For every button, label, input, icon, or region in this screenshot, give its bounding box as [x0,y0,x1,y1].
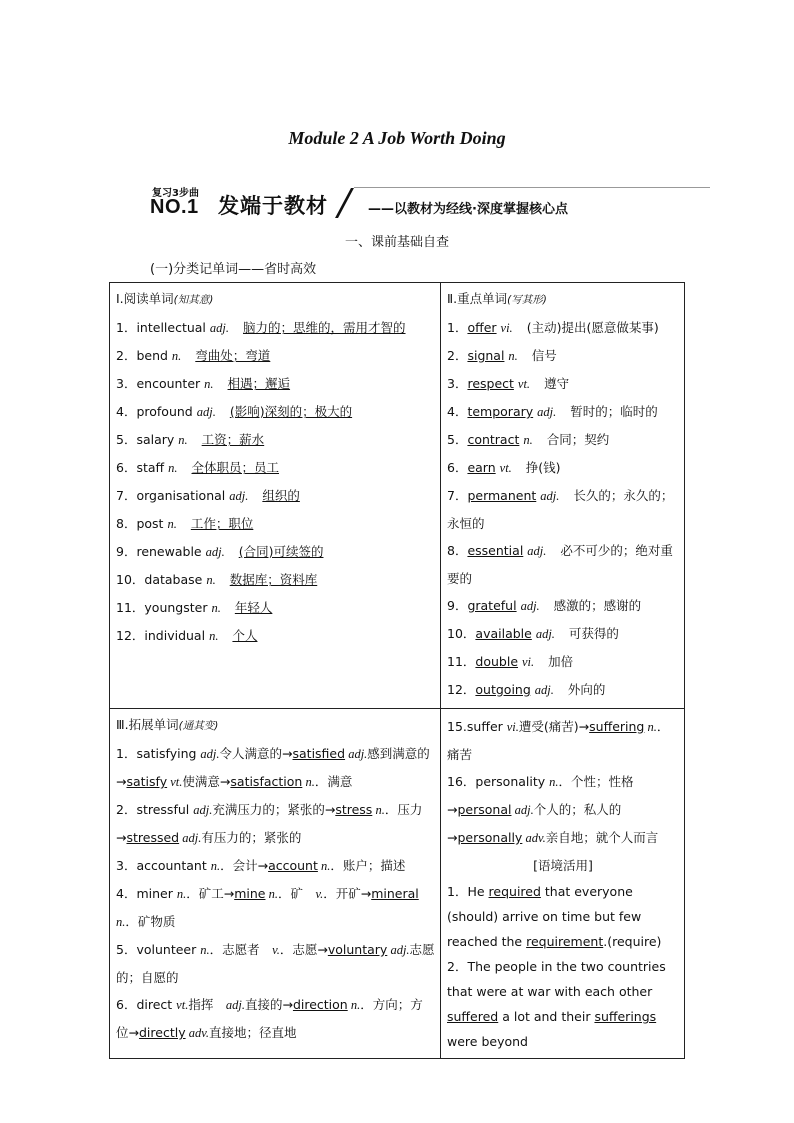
answer-meaning: 数据库；资料库 [229,572,318,587]
part-of-speech: vt. [499,461,512,475]
entry-text: 遭受(痛苦)→ [518,719,590,734]
part-of-speech: adj. [229,489,249,503]
answer-meaning: 脑力的；思维的，需用才智的 [243,320,406,335]
sentence-text: a lot and their [498,1009,595,1024]
extend-entry [447,768,679,852]
extend-words-continued-list [447,713,679,852]
entry-word: post [136,516,164,531]
context-sentences [447,879,679,1054]
entry-meaning: 必不可少的；绝对重要的 [447,543,673,586]
vocab-entry [116,594,435,622]
part-of-speech: vt. [167,775,183,789]
part-of-speech: n. [209,629,219,643]
answer-meaning: 弯曲处；弯道 [195,348,271,363]
part-of-speech: adj. [511,803,534,817]
vocab-entry [447,620,679,648]
part-of-speech: n. [168,461,178,475]
entry-number: 9． [447,598,468,613]
entry-number: 4． [116,404,137,419]
entry-text: direct [136,997,177,1012]
part-of-speech: adj. [200,747,220,761]
answer-meaning: 全体职员；员工 [191,460,280,475]
vocab-entry [447,592,679,620]
answer-word: signal [467,348,505,363]
entry-meaning: 外向的 [567,682,606,697]
vocab-entry [116,426,435,454]
entry-text: personality [475,774,550,789]
answer-meaning: 年轻人 [234,600,273,615]
entry-number: 5． [116,432,137,447]
part-of-speech: adj. [193,803,213,817]
banner-subtitle: ——以教材为经线·深度掌握核心点 [368,202,568,217]
vocab-entry [116,342,435,370]
part-of-speech: n. [204,377,214,391]
extend-entry [116,991,435,1047]
context-sentence [447,954,679,1054]
part-of-speech: vt. [517,377,531,391]
entry-meaning: 长久的；永久的；永恒的 [447,488,674,531]
part-of-speech: adj. [535,627,555,641]
part-of-speech: adj. [520,599,540,613]
key-words-heading: Ⅱ.重点单词(写其形) [447,291,547,306]
part-of-speech: n. [167,517,177,531]
entry-text: stressful [136,802,194,817]
vocab-entry [447,370,679,398]
entry-text: ．方向；方位→ [116,997,423,1040]
entry-text: 个人的；私人的→ [447,802,622,845]
vocab-entry [447,426,679,454]
part-of-speech: n. [549,775,559,789]
entry-text: 充满压力的；紧张的→ [212,802,336,817]
part-of-speech: n. [347,998,361,1012]
extend-entry [116,796,435,852]
banner-title: 发端于教材 [218,194,328,218]
entry-number: 10． [116,572,145,587]
entry-text: ．压力→ [116,802,423,845]
answer-meaning: (合同)可续签的 [238,544,324,559]
part-of-speech: adj. [225,998,245,1012]
entry-number: 5． [116,942,137,957]
entry-text: 亲自地；就个人而言 [545,830,659,845]
answer-word: directly [138,1025,186,1040]
part-of-speech: n. [265,887,278,901]
entry-number: 6． [447,460,468,475]
extend-words-continued-cell [441,709,685,1059]
entry-number: 8． [447,543,468,558]
part-of-speech: vi. [506,720,519,734]
entry-text: accountant [136,858,211,873]
answer-meaning: 个人 [232,628,258,643]
part-of-speech: adj. [345,747,368,761]
entry-word: intellectual [136,320,206,335]
answer-word: personally [457,830,523,845]
section-heading: 一、课前基础自查 [344,235,449,250]
entry-text: 令人满意的→ [219,746,293,761]
entry-number: 16． [447,774,476,789]
entry-word: renewable [136,544,202,559]
entry-number: 8． [116,516,137,531]
entry-number: 1． [116,320,137,335]
part-of-speech: adj. [209,321,229,335]
answer-word: contract [467,432,520,447]
vocab-entry [447,482,679,537]
vocab-entry [116,370,435,398]
part-of-speech: n. [178,433,188,447]
entry-number: 3． [116,376,137,391]
entry-word: organisational [136,488,226,503]
answer-word: account [268,858,318,873]
entry-text: ．会计→ [220,858,269,873]
entry-text: ．账户；描述 [330,858,406,873]
entry-word: youngster [144,600,208,615]
vocab-entry [116,538,435,566]
extend-words-list [116,740,435,1047]
reading-words-cell [110,283,441,709]
entry-number: 15. [447,719,467,734]
vocab-entry [447,537,679,592]
part-of-speech: n. [171,349,182,363]
entry-text: ．矿 [277,886,316,901]
answer-word: sufferings [594,1009,657,1024]
part-of-speech: adv. [522,831,546,845]
sentence-text: The people in the two countries that were at war with each other [447,959,666,999]
entry-meaning: 加倍 [548,654,574,669]
key-words-list [447,314,679,704]
page-title: Module 2 A Job Worth Doing [288,128,506,148]
entry-text: ．痛苦 [447,719,670,762]
vocab-entry [447,342,679,370]
entry-word: staff [136,460,165,475]
vocab-entry [116,510,435,538]
entry-meaning: 信号 [531,348,557,363]
entry-text: miner [136,886,177,901]
entry-meaning: 可获得的 [568,626,619,641]
answer-meaning: 组织的 [262,488,300,503]
vocab-entry [116,454,435,482]
part-of-speech: adj. [196,405,216,419]
reading-words-list [116,314,435,650]
entry-text: 有压力的；紧张的 [201,830,302,845]
vocabulary-table [109,282,685,1059]
entry-number: 1． [116,746,137,761]
context-sentence [447,879,679,954]
part-of-speech: adj. [179,831,202,845]
entry-number: 10． [447,626,476,641]
answer-word: respect [467,376,514,391]
entry-number: 2． [447,348,468,363]
part-of-speech: n. [211,601,221,615]
answer-meaning: 相遇；邂逅 [227,376,291,391]
answer-word: temporary [467,404,534,419]
vocab-entry [116,622,435,650]
extend-entry [116,852,435,880]
part-of-speech: n. [523,433,533,447]
entry-text: 指挥 [188,997,226,1012]
banner-rule [354,187,710,188]
answer-word: direction [292,997,348,1012]
entry-text: 感到满意的→ [116,746,430,789]
entry-word: encounter [136,376,201,391]
part-of-speech: v. [272,943,280,957]
entry-meaning: (主动)提出(愿意做某事) [526,320,659,335]
sentence-text: that everyone (should) arrive on time but few reached the [447,884,642,949]
entry-text: ．志愿者 [209,942,273,957]
entry-number: 1． [447,320,468,335]
vocab-entry [116,398,435,426]
answer-word: voluntary [327,942,388,957]
answer-word: permanent [467,488,537,503]
answer-word: mineral [371,886,419,901]
answer-word: stressed [126,830,180,845]
part-of-speech: vt. [176,998,189,1012]
context-heading: [语境活用] [533,858,593,873]
entry-word: database [144,572,203,587]
entry-number: 9． [116,544,137,559]
entry-number: 4． [116,886,137,901]
banner-number: NO.1 [150,196,199,218]
part-of-speech: v. [315,887,324,901]
answer-meaning: 工资；薪水 [201,432,265,447]
part-of-speech: adj. [387,943,410,957]
answer-word: essential [467,543,524,558]
entry-meaning: 挣(钱) [525,460,561,475]
vocab-entry [116,566,435,594]
subsection-heading: (一)分类记单词——省时高效 [150,262,317,277]
part-of-speech: n. [372,803,385,817]
vocab-entry [447,454,679,482]
sentence-number: 1． [447,884,468,899]
sentence-number: 2． [447,959,468,974]
answer-word: double [475,654,519,669]
entry-text: suffer [466,719,507,734]
answer-word: requirement [526,934,604,949]
banner-slash-divider [335,188,354,218]
entry-meaning: 合同；契约 [546,432,610,447]
part-of-speech: adj. [537,405,557,419]
answer-word: available [475,626,532,641]
part-of-speech: n. [210,859,221,873]
entry-word: bend [136,348,168,363]
entry-text: ．开矿→ [323,886,372,901]
answer-word: satisfaction [230,774,303,789]
entry-number: 3． [116,858,137,873]
entry-text: volunteer [136,942,201,957]
vocab-entry [447,314,679,342]
entry-number: 7． [116,488,137,503]
answer-word: required [488,884,541,899]
entry-word: salary [136,432,175,447]
entry-number: 11． [447,654,476,669]
entry-word: individual [144,628,206,643]
answer-meaning: 工作；职位 [190,516,254,531]
answer-word: earn [467,460,496,475]
reading-words-heading: Ⅰ.阅读单词(知其意) [116,291,214,306]
entry-word: profound [136,404,193,419]
part-of-speech: n. [206,573,216,587]
part-of-speech: n. [176,887,187,901]
entry-text: 直接地；径直地 [208,1025,297,1040]
entry-number: 12． [116,628,145,643]
part-of-speech: adv. [185,1026,209,1040]
answer-meaning: (影响)深刻的；极大的 [229,404,353,419]
key-words-cell [441,283,685,709]
extend-words-cell [110,709,441,1059]
part-of-speech: n. [302,775,315,789]
vocab-entry [116,482,435,510]
entry-text: 志愿的；自愿的 [116,942,435,985]
entry-number: 2． [116,802,137,817]
entry-meaning: 感激的；感谢的 [553,598,642,613]
entry-number: 7． [447,488,468,503]
entry-text: 使满意→ [182,774,231,789]
sentence-text: .(require) [603,934,662,949]
entry-number: 6． [116,460,137,475]
entry-text: ．满意 [314,774,353,789]
part-of-speech: adj. [534,683,554,697]
answer-word: satisfy [126,774,168,789]
entry-text: 直接的→ [244,997,293,1012]
entry-number: 6． [116,997,137,1012]
vocab-entry [116,314,435,342]
part-of-speech: n. [200,943,210,957]
extend-entry [116,880,435,936]
vocab-entry [447,398,679,426]
answer-word: satisfied [292,746,346,761]
part-of-speech: n. [317,859,331,873]
extend-entry [116,740,435,796]
extend-entry [447,713,679,768]
answer-word: offer [467,320,497,335]
part-of-speech: n. [508,349,518,363]
part-of-speech: n. [644,720,657,734]
part-of-speech: vi. [500,321,513,335]
entry-text: ．志愿→ [279,942,328,957]
section-banner [150,184,710,220]
answer-word: grateful [467,598,517,613]
entry-number: 4． [447,404,468,419]
entry-number: 12． [447,682,476,697]
part-of-speech: vi. [522,655,535,669]
extend-words-heading: Ⅲ.拓展单词(通其变) [116,717,219,732]
answer-word: suffered [447,1009,499,1024]
answer-word: outgoing [475,682,531,697]
entry-number: 3． [447,376,468,391]
entry-meaning: 暂时的；临时的 [570,404,658,419]
vocab-entry [447,676,679,704]
extend-entry [116,936,435,991]
vocab-entry [447,648,679,676]
part-of-speech: adj. [540,489,560,503]
sentence-text: were beyond [447,1034,528,1049]
entry-text: ．矿物质 [125,914,176,929]
entry-number: 2． [116,348,137,363]
entry-text: satisfying [136,746,201,761]
banner-step: 复习3步曲 [152,188,199,199]
entry-number: 11． [116,600,145,615]
entry-number: 5． [447,432,468,447]
sentence-text: He [467,884,489,899]
part-of-speech: n. [116,915,126,929]
answer-word: suffering [589,719,645,734]
part-of-speech: adj. [527,544,547,558]
answer-word: personal [457,802,512,817]
entry-meaning: 遵守 [544,376,570,391]
answer-word: mine [234,886,266,901]
answer-word: stress [335,802,373,817]
entry-text: ．矿工→ [186,886,235,901]
part-of-speech: adj. [205,545,225,559]
entry-text: ．个性；性格→ [447,774,634,817]
